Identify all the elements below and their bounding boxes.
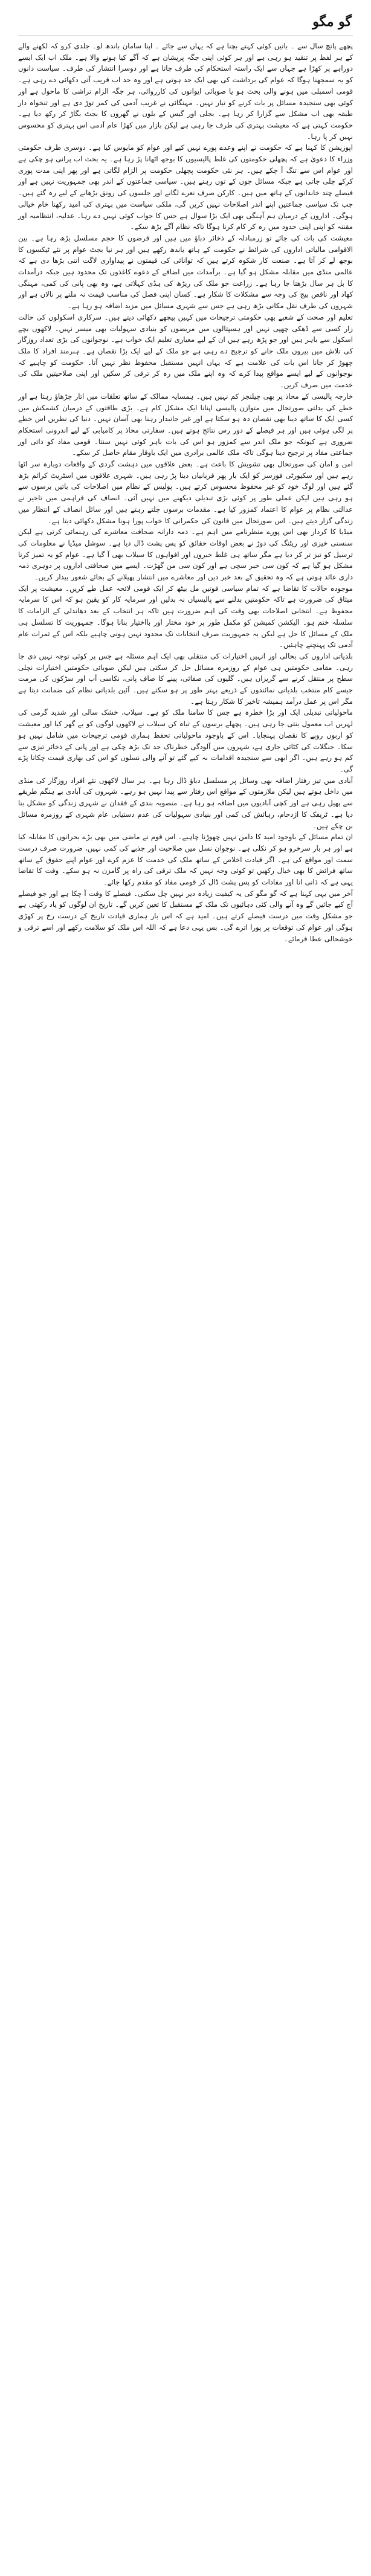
column-header [18, 8, 353, 36]
article-paragraph-2: اپوزیشن کا کہنا ہے کہ حکومت نے اپنے وعدے پورے نہیں کیے اور عوام کو مایوس کیا ہے۔ دوسری طرف حکومتی وزراء کا دعویٰ ہے کہ پچھلی حکومتوں کی غلط پالیسیوں کا بوجھ اٹھانا پڑ رہا ہے۔ یہ بحث اب پرانی ہو چکی ہے اور عوام اس سے تنگ آ چکے ہیں۔ ہر نئی حکومت پچھلی حکومت پر الزام لگاتی ہے اور پھر اپنی مدت پوری کرکے چلی جاتی ہے جبکہ مسائل جوں کے توں رہتے ہیں۔ سیاسی جماعتوں کے اندر بھی جمہوریت نہیں ہے اور فیصلے چند خاندانوں کے ہاتھ میں ہیں۔ کارکن صرف نعرے لگانے اور جلسوں کی رونق بڑھانے کے لیے رہ گئے ہیں۔ جب تک سیاسی جماعتیں اپنے اندر اصلاحات نہیں کریں گی، ملکی سیاست میں بہتری کی امید رکھنا خام خیالی ہوگی۔ اداروں کے درمیان ہم آہنگی بھی ایک بڑا سوال ہے جس کا جواب کوئی نہیں دے رہا۔ عدلیہ، انتظامیہ اور مقننہ کو اپنی اپنی حدود میں رہ کر کام کرنا ہوگا تاکہ نظام آگے بڑھ سکے۔ [18, 143, 353, 231]
article-paragraph-5: خارجہ پالیسی کے محاذ پر بھی چیلنجز کم نہیں ہیں۔ ہمسایہ ممالک کے ساتھ تعلقات میں اتار چڑھاؤ رہتا ہے اور خطے کی بدلتی صورتحال میں متوازن پالیسی اپنانا ایک مشکل کام ہے۔ بڑی طاقتوں کے درمیان کشمکش میں کسی ایک کا ساتھ دینا بھی نقصان دہ ہو سکتا ہے اور غیر جانبدار رہنا بھی آسان نہیں۔ دنیا کی نظریں اس خطے پر لگی ہوئی ہیں اور ہر فیصلے کے دور رس نتائج ہوتے ہیں۔ سفارتی محاذ پر کامیابی کے لیے اندرونی استحکام ضروری ہے کیونکہ جو ملک اندر سے کمزور ہو اس کی بات باہر کوئی نہیں سنتا۔ قومی مفاد کو ذاتی اور جماعتی مفاد پر ترجیح دینا ہوگی تاکہ ملک عالمی برادری میں ایک باوقار مقام حاصل کر سکے۔ [18, 391, 353, 457]
article-paragraph-8: موجودہ حالات کا تقاضا ہے کہ تمام سیاسی قوتیں مل بیٹھ کر ایک قومی لائحہ عمل طے کریں۔ معیشت پر ایک میثاق کی ضرورت ہے تاکہ حکومتیں بدلنے سے پالیسیاں نہ بدلیں اور سرمایہ کار کو یقین ہو کہ اس کا سرمایہ محفوظ ہے۔ انتخابی اصلاحات بھی وقت کی اہم ضرورت ہیں تاکہ ہر انتخاب کے بعد دھاندلی کے الزامات کا سلسلہ ختم ہو۔ الیکشن کمیشن کو مکمل طور پر خود مختار اور بااختیار بنانا ہوگا۔ جمہوریت کا تسلسل ہی ملک کے مسائل کا حل ہے لیکن یہ جمہوریت صرف انتخابات تک محدود نہیں ہونی چاہیے بلکہ اس کے ثمرات عام آدمی تک پہنچنے چاہئیں۔ [18, 584, 353, 649]
article-paragraph-9: بلدیاتی اداروں کی بحالی اور انہیں اختیارات کی منتقلی بھی ایک اہم مسئلہ ہے جس پر کوئی توجہ نہیں دی جا رہی۔ مقامی حکومتیں ہی عوام کے روزمرہ مسائل حل کر سکتی ہیں لیکن صوبائی حکومتیں اختیارات نچلی سطح پر منتقل کرنے سے گریزاں ہیں۔ گلیوں کی صفائی، پینے کا صاف پانی، نکاسی آب اور سڑکوں کی مرمت جیسے کام منتخب بلدیاتی نمائندوں کے ذریعے بہتر طور پر ہو سکتے ہیں۔ آئین بلدیاتی نظام کی ضمانت دیتا ہے مگر اس پر عمل درآمد ہمیشہ تاخیر کا شکار رہتا ہے۔ [18, 651, 353, 706]
column-title: گو مگو [312, 14, 352, 30]
article-paragraph-12: ان تمام مسائل کے باوجود امید کا دامن نہیں چھوڑنا چاہیے۔ اس قوم نے ماضی میں بھی بڑے بحرانوں کا مقابلہ کیا ہے اور ہر بار سرخرو ہو کر نکلی ہے۔ نوجوان نسل میں صلاحیت اور جذبے کی کمی نہیں، ضرورت صرف درست سمت اور مواقع کی ہے۔ اگر قیادت اخلاص کے ساتھ ملک کی خدمت کا عزم کرے اور عوام اپنے حقوق کے ساتھ ساتھ فرائض کا بھی خیال رکھیں تو کوئی وجہ نہیں کہ ملک ترقی کی راہ پر گامزن نہ ہو سکے۔ وقت کا تقاضا یہی ہے کہ ذاتی انا اور مفادات کو پس پشت ڈال کر قومی مفاد کو مقدم رکھا جائے۔ [18, 832, 353, 887]
article-paragraph-3: معیشت کی بات کی جائے تو زرمبادلہ کے ذخائر دباؤ میں ہیں اور قرضوں کا حجم مسلسل بڑھ رہا ہے۔ بین الاقوامی مالیاتی اداروں کی شرائط نے حکومت کے ہاتھ باندھ رکھے ہیں اور ہر نیا بجٹ عوام پر نئے ٹیکسوں کا بوجھ لے کر آتا ہے۔ صنعت کار شکوہ کرتے ہیں کہ توانائی کی قیمتوں نے پیداواری لاگت اتنی بڑھا دی ہے کہ عالمی منڈی میں مقابلہ مشکل ہو گیا ہے۔ برآمدات میں اضافے کے دعوے کاغذوں تک محدود ہیں جبکہ درآمدات کا بل ہر سال بڑھتا جا رہا ہے۔ زراعت جو ملک کی ریڑھ کی ہڈی کہلاتی ہے، وہ بھی پانی کی کمی، مہنگی کھاد اور ناقص بیج کی وجہ سے مشکلات کا شکار ہے۔ کسان اپنی فصل کی مناسب قیمت نہ ملنے پر نالاں ہے اور شہروں کی طرف نقل مکانی بڑھ رہی ہے جس سے شہری مسائل میں مزید اضافہ ہو رہا ہے۔ [18, 233, 353, 311]
article-paragraph-11: آبادی میں تیز رفتار اضافہ بھی وسائل پر مسلسل دباؤ ڈال رہا ہے۔ ہر سال لاکھوں نئے افراد روزگار کی منڈی میں داخل ہوتے ہیں لیکن ملازمتوں کے مواقع اس رفتار سے پیدا نہیں ہو رہے۔ شہروں کی آبادی بے ہنگم طریقے سے پھیل رہی ہے اور کچی آبادیوں میں اضافہ ہو رہا ہے۔ منصوبہ بندی کے فقدان نے شہری زندگی کو مشکل بنا دیا ہے۔ ٹریفک کا اژدحام، رہائش کی کمی اور بنیادی سہولیات کی عدم دستیابی عام شہری کے روزمرہ مسائل بن چکے ہیں۔ [18, 776, 353, 830]
article-paragraph-4: تعلیم اور صحت کے شعبے بھی حکومتی ترجیحات میں کہیں پیچھے دکھائی دیتے ہیں۔ سرکاری اسکولوں کی حالت زار کسی سے ڈھکی چھپی نہیں اور ہسپتالوں میں مریضوں کو بنیادی سہولیات بھی میسر نہیں۔ لاکھوں بچے اسکول سے باہر ہیں اور جو پڑھ رہے ہیں ان کے لیے معیاری تعلیم ایک خواب ہے۔ نوجوانوں کی بڑی تعداد روزگار کی تلاش میں بیرون ملک جانے کو ترجیح دے رہی ہے جو ملک کے لیے ایک بڑا نقصان ہے۔ ہنرمند افراد کا ملک چھوڑ کر جانا اس بات کی علامت ہے کہ یہاں انہیں مستقبل محفوظ نظر نہیں آتا۔ حکومت کو چاہیے کہ نوجوانوں کے لیے ایسے مواقع پیدا کرے کہ وہ اپنے ملک میں رہ کر ترقی کر سکیں اور اپنی صلاحیتیں ملک کی خدمت میں صرف کریں۔ [18, 312, 353, 390]
article-paragraph-7: میڈیا کا کردار بھی اس پورے منظرنامے میں اہم ہے۔ ذمہ دارانہ صحافت معاشرے کی رہنمائی کرتی ہے لیکن سنسنی خیزی اور ریٹنگ کی دوڑ نے بعض اوقات حقائق کو پس پشت ڈال دیا ہے۔ سوشل میڈیا نے معلومات کی ترسیل کو تیز تر کر دیا ہے مگر ساتھ ہی غلط خبروں اور افواہوں کا سیلاب بھی آ گیا ہے۔ عوام کو یہ تمیز کرنا مشکل ہو گیا ہے کہ کون سی خبر سچی ہے اور کون سی من گھڑت۔ ایسے میں صحافتی اداروں پر دوہری ذمہ داری عائد ہوتی ہے کہ وہ تحقیق کے بعد خبر دیں اور معاشرے میں انتشار پھیلانے کے بجائے شعور بیدار کریں۔ [18, 527, 353, 582]
article-body [18, 40, 353, 944]
article-paragraph-1: پچھے پانچ سال سے ۔ باتیں کوئی کہتے بچنا ہے کہ یہاں سے جائے ۔ اپنا سامان باندھ لو۔ جلدی کرو کہ لکھنے والے کے ہر لفظ پر تنقید ہو رہی ہے اور ہر کوئی اپنی جگہ پریشان ہے کہ آگے کیا ہونے والا ہے۔ ملک اب ایک ایسے دوراہے پر کھڑا ہے جہاں سے ایک راستہ استحکام کی طرف جاتا ہے اور دوسرا انتشار کی طرف۔ سیاست دانوں کو یہ سمجھنا ہوگا کہ عوام کی برداشت کی بھی ایک حد ہوتی ہے اور وہ حد اب قریب آتی دکھائی دے رہی ہے۔ قومی اسمبلی میں ہونے والی بحث ہو یا صوبائی ایوانوں کی کارروائی، ہر جگہ الزام تراشی کا ماحول ہے اور کوئی بھی سنجیدہ مسائل پر بات کرنے کو تیار نہیں۔ مہنگائی نے غریب آدمی کی کمر توڑ دی ہے اور تنخواہ دار طبقہ بھی اب مشکل سے گزارا کر رہا ہے۔ بجلی اور گیس کے بلوں نے گھروں کا بجٹ بگاڑ کر رکھ دیا ہے۔ حکومت کہتی ہے کہ معیشت بہتری کی طرف جا رہی ہے لیکن بازار میں کھڑا عام آدمی اس بہتری کو محسوس نہیں کر پا رہا۔ [18, 42, 353, 141]
article-paragraph-10: ماحولیاتی تبدیلی ایک اور بڑا خطرہ ہے جس کا سامنا ملک کو ہے۔ سیلاب، خشک سالی اور شدید گرمی کی لہریں اب معمول بنتی جا رہی ہیں۔ پچھلے برسوں کے تباہ کن سیلاب نے لاکھوں لوگوں کو بے گھر کیا اور معیشت کو اربوں روپے کا نقصان پہنچایا۔ اس کے باوجود ماحولیاتی تحفظ ہماری قومی ترجیحات میں شامل نہیں ہو سکا۔ جنگلات کی کٹائی جاری ہے، شہروں میں آلودگی خطرناک حد تک بڑھ چکی ہے اور پانی کے ذخائر تیزی سے کم ہو رہے ہیں۔ اگر ابھی سے سنجیدہ اقدامات نہ کیے گئے تو آنے والی نسلوں کو اس کی بھاری قیمت چکانا پڑے گی۔ [18, 708, 353, 773]
article-paragraph-13: آخر میں یہی کہنا ہے کہ گو مگو کی یہ کیفیت زیادہ دیر نہیں چل سکتی۔ فیصلے کا وقت آ چکا ہے اور جو فیصلے آج کیے جائیں گے وہ آنے والی کئی دہائیوں تک ملک کے مستقبل کا تعین کریں گے۔ تاریخ ان لوگوں کو یاد رکھتی ہے جو مشکل وقت میں درست فیصلے کرتے ہیں۔ امید ہے کہ اس بار ہماری قیادت تاریخ کے درست رخ پر کھڑی ہوگی اور عوام کی توقعات پر پورا اترے گی۔ بس یہی دعا ہے کہ اللہ اس ملک کو سلامت رکھے اور اسے ترقی و خوشحالی عطا فرمائے۔ [18, 889, 353, 943]
article-paragraph-6: امن و امان کی صورتحال بھی تشویش کا باعث ہے۔ بعض علاقوں میں دہشت گردی کے واقعات دوبارہ سر اٹھا رہے ہیں اور سکیورٹی فورسز کو ایک بار پھر قربانیاں دینا پڑ رہی ہیں۔ شہری علاقوں میں اسٹریٹ کرائم بڑھ گئے ہیں اور لوگ خود کو غیر محفوظ محسوس کرتے ہیں۔ پولیس کے نظام میں اصلاحات کی باتیں برسوں سے ہو رہی ہیں لیکن عملی طور پر کوئی بڑی تبدیلی دیکھنے میں نہیں آئی۔ انصاف کی فراہمی میں تاخیر نے عدالتی نظام پر عوام کا اعتماد کمزور کیا ہے۔ مقدمات برسوں چلتے رہتے ہیں اور سائل انصاف کے انتظار میں زندگی گزار دیتے ہیں۔ اس صورتحال میں قانون کی حکمرانی کا خواب پورا ہونا مشکل دکھائی دیتا ہے۔ [18, 460, 353, 525]
